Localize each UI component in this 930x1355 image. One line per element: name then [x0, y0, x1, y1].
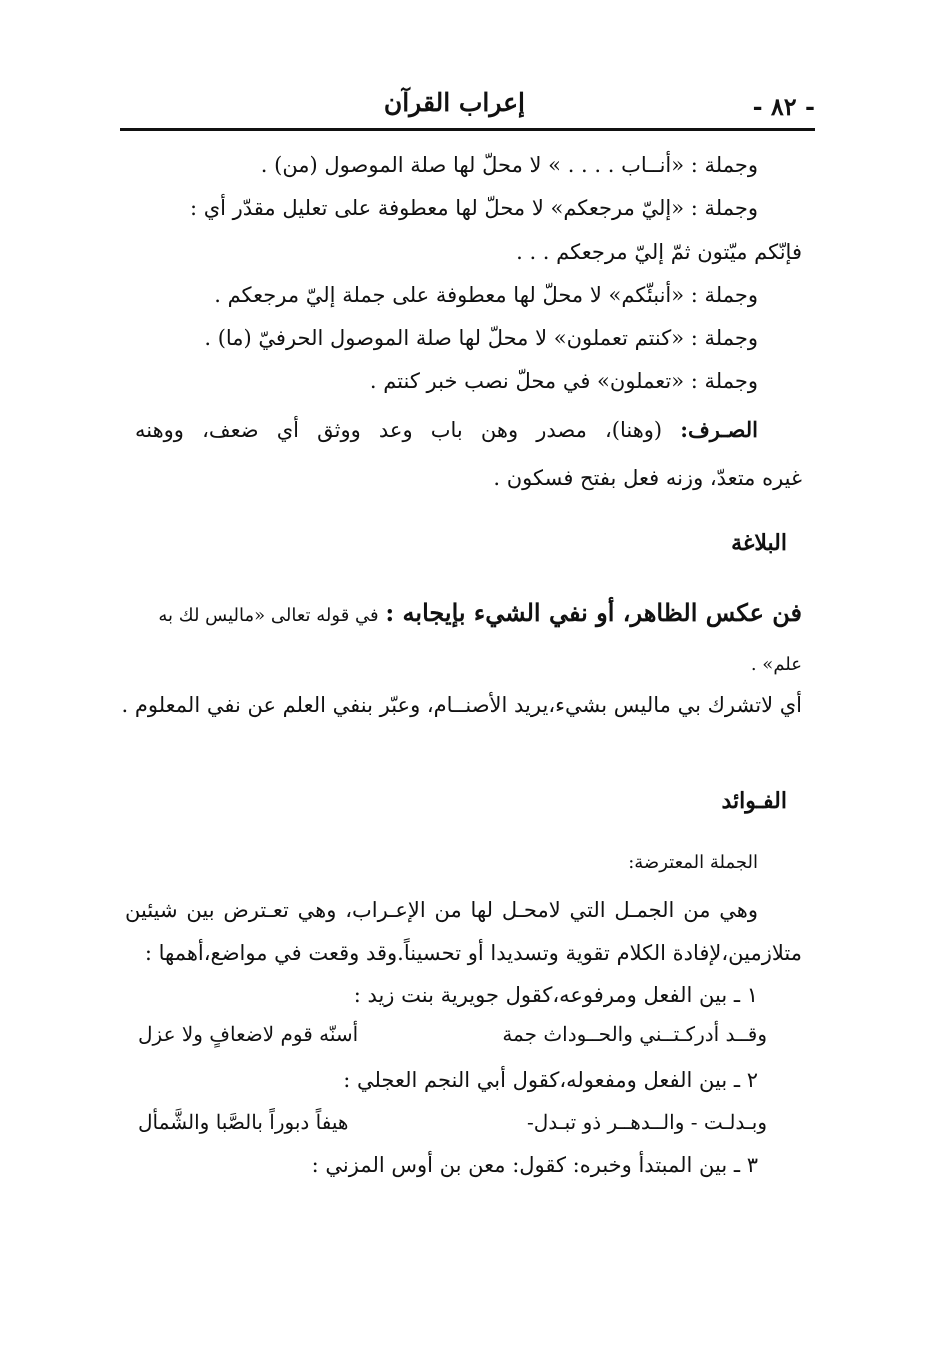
fawaid-item-2: ٢ ـ بين الفعل ومفعوله،كقول أبي النجم العجلي : [343, 1068, 758, 1092]
balagha-heading: البلاغة [731, 530, 787, 556]
fawaid-item-3: ٣ ـ بين المبتدأ وخبره: كقول: معن بن أوس المزني : [311, 1153, 758, 1177]
page-number: - ٨٢ - [752, 92, 815, 121]
irab-line-5: وجملة : «كنتم تعملون» لا محلّ لها صلة الموصول الحرفيّ (ما) . [204, 326, 758, 350]
irab-line-3: فإنّكم ميّتون ثمّ إليّ مرجعكم . . . [516, 240, 802, 264]
header-rule [120, 128, 815, 131]
fawaid-para-1: وهي من الجمـل التي لامحـل لها من الإعـراب، وهي تعـترض بين شيئين [125, 898, 758, 922]
verse-1-right: وقــد أدركـتــني والحــوداث جمة [502, 1022, 767, 1046]
page-header [120, 88, 815, 128]
balagha-title: فن عكس الظاهر، أو نفي الشيء بإيجابه : [385, 598, 802, 627]
book-title: إعراب القرآن [383, 88, 525, 117]
balagha-title-rest: في قوله تعالى «ماليس لك به [158, 605, 379, 626]
verse-2-left: هيفاً دبوراً بالصَّبا والشَّمأل [138, 1110, 349, 1134]
sarf-line-1 [135, 415, 758, 445]
verse-1-left: أسنّه قوم لاضعافٍ ولا عزل [138, 1022, 359, 1046]
balagha-title-line [135, 598, 802, 631]
fawaid-item-1: ١ ـ بين الفعل ومرفوعه،كقول جويرية بنت زيد : [353, 983, 758, 1007]
fawaid-para-2: متلازمين،لإفادة الكلام تقوية وتسديدا أو تحسيناً.وقد وقعت في مواضع،أهمها : [144, 941, 802, 965]
fawaid-heading: الفـوائد [721, 788, 787, 814]
sarf-line-2: غيره متعدّ، وزنه فعل بفتح فسكون . [493, 466, 802, 490]
irab-line-4: وجملة : «أنبئّكم» لا محلّ لها معطوفة على جملة إليّ مرجعكم . [214, 283, 758, 307]
balagha-body: أي لاتشرك بي ماليس بشيء،يريد الأصنــام، وعبّر بنفي العلم عن نفي المعلوم . [121, 693, 802, 717]
sarf-text: (وهنا)، مصدر وهن باب وعد ووثق أي ضعف، ووهنه [135, 418, 663, 442]
irab-line-1: وجملة : «أنــاب . . . . » لا محلّ لها صلة الموصول (من) . [260, 153, 758, 177]
irab-line-6: وجملة : «تعملون» في محلّ نصب خبر كنتم . [369, 369, 758, 393]
balagha-cont: علم» . [750, 654, 802, 675]
fawaid-subtitle: الجملة المعترضة: [628, 852, 758, 873]
sarf-label: الصـرف: [680, 417, 758, 442]
verse-2-right: وبـدلـت - والــدهــر ذو تبـدل- [527, 1110, 767, 1134]
irab-line-2: وجملة : «إليّ مرجعكم» لا محلّ لها معطوفة على تعليل مقدّر أي : [189, 196, 758, 220]
